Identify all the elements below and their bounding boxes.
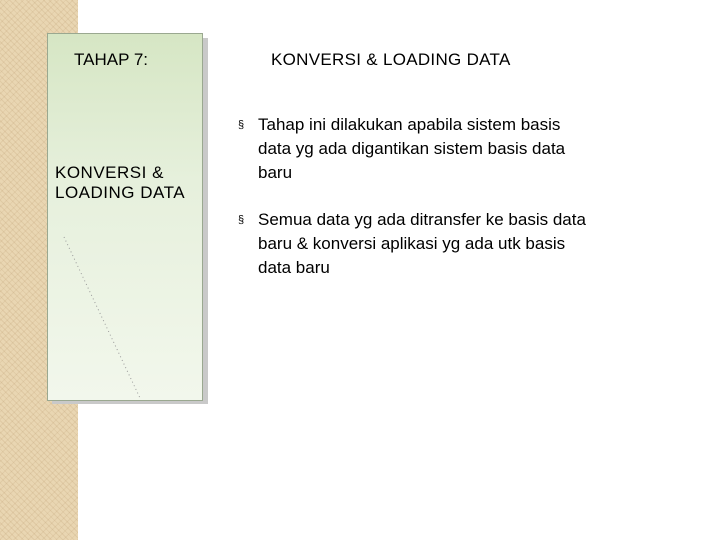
- panel-body-text: KONVERSI & LOADING DATA: [55, 163, 186, 202]
- slide-title: KONVERSI & LOADING DATA: [271, 50, 511, 69]
- bullet-text: Semua data yg ada ditransfer ke basis data baru & konversi aplikasi yg ada utk basis data baru: [258, 210, 586, 277]
- bullet-text: Tahap ini dilakukan apabila sistem basis data yg ada digantikan sistem basis data baru: [258, 115, 566, 182]
- panel-dotted-line: [62, 235, 142, 400]
- bullet-item: [238, 208, 598, 280]
- bullet-list: [238, 113, 598, 303]
- bullet-marker: §: [238, 119, 245, 131]
- bullet-item: [238, 113, 598, 185]
- panel-title: TAHAP 7:: [74, 50, 149, 69]
- bullet-marker: §: [238, 214, 245, 226]
